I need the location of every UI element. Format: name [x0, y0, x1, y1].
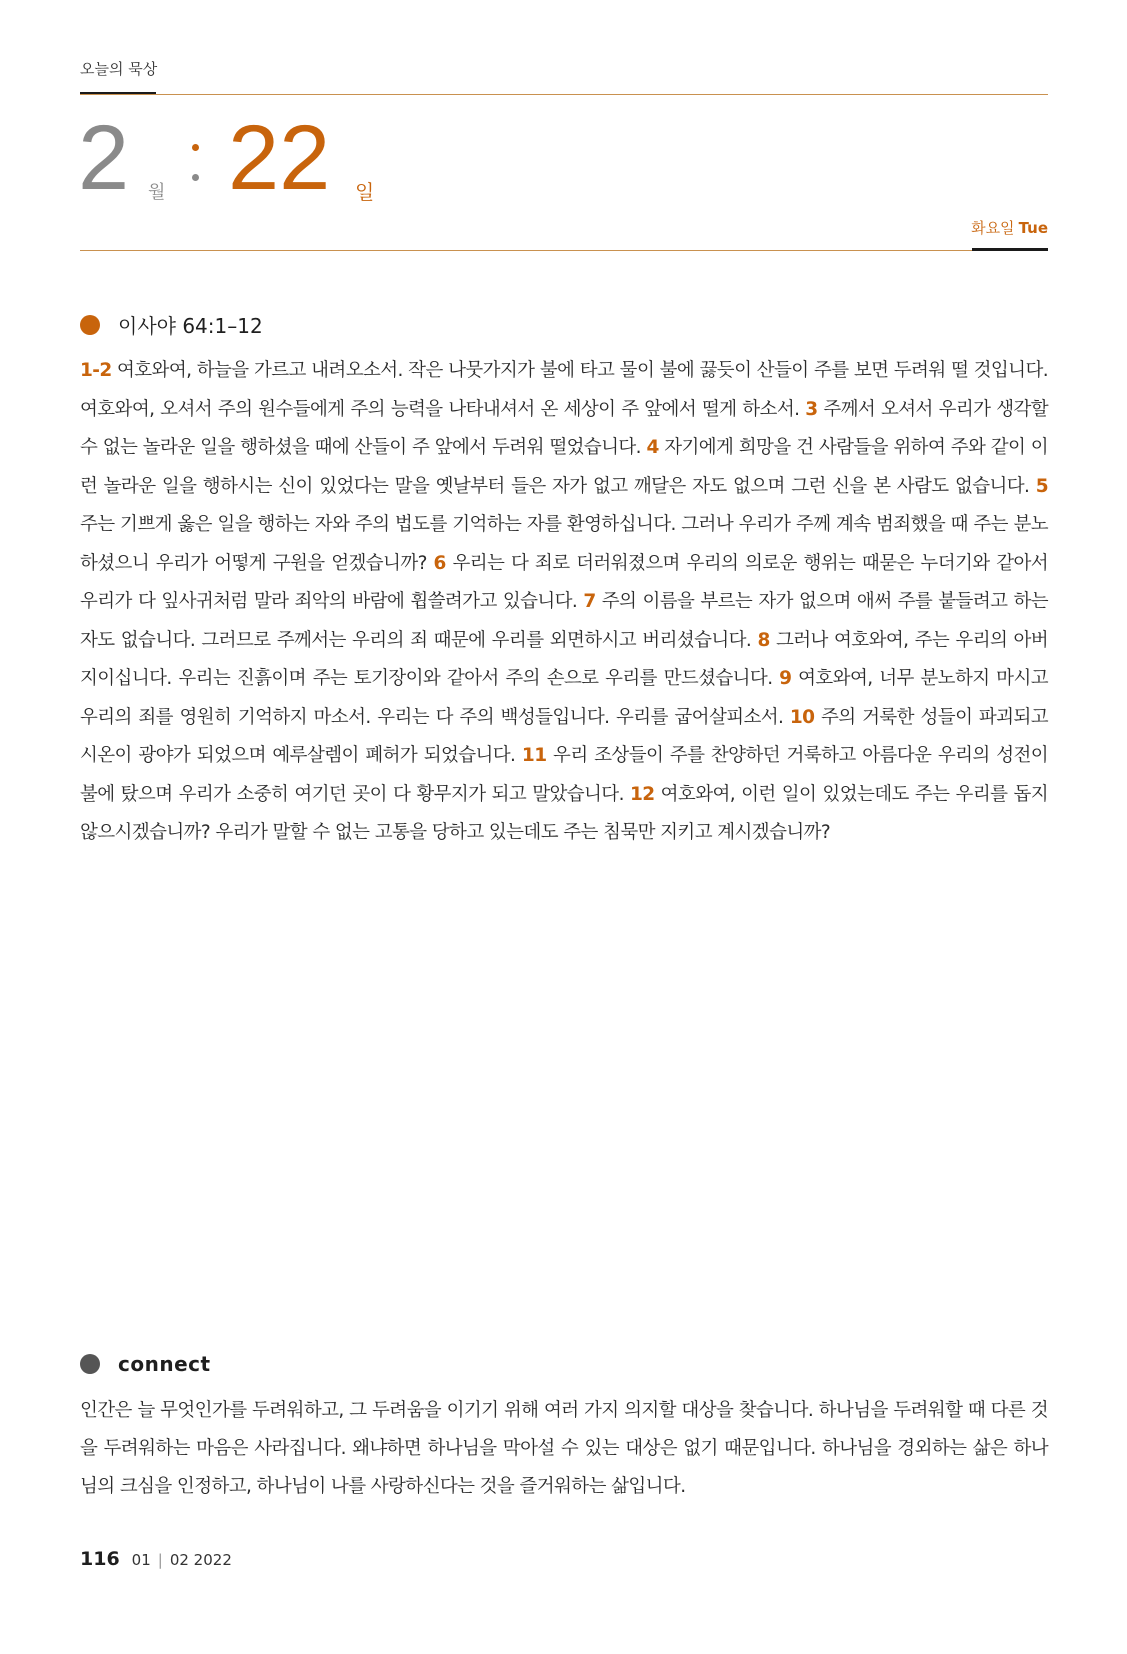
verse-number: 12	[629, 783, 655, 805]
verse-number: 8	[757, 629, 770, 651]
verse-text: 자기에게 희망을 건 사람들을 위하여 주와 같이 이런 놀라운 일을 행하시는 신이 있었다는 말을 옛날부터 들은 자가 없고 깨달은 자도 없으며 그런 신을 본 사람도 없습니다.	[80, 437, 1049, 497]
issue-month: 01	[131, 1551, 151, 1569]
issue-date: 02 2022	[169, 1551, 232, 1569]
verse-number: 10	[789, 706, 815, 728]
date-rule-accent	[972, 248, 1048, 251]
verse-text: 그러나 여호와여, 주는 우리의 아버지이십니다. 우리는 진흙이며 주는 토기장이와 같아서 주의 손으로 우리를 만드셨습니다.	[80, 629, 1049, 689]
verse-number: 4	[646, 437, 659, 458]
verse-text: 주의 거룩한 성들이 파괴되고 시온이 광야가 되었으며 예루살렘이 폐허가 되었습니다.	[80, 706, 1048, 766]
page-number: 116	[80, 1548, 120, 1570]
verse-number: 1-2	[80, 360, 112, 381]
scripture-reference: 이사야 64:1–12	[118, 314, 263, 338]
verse-number: 6	[433, 552, 446, 574]
page-footer	[80, 1548, 232, 1570]
connect-heading	[80, 1352, 211, 1376]
verse-number: 3	[805, 398, 818, 420]
verse-text: 주는 기쁘게 옳은 일을 행하는 자와 주의 법도를 기억하는 자를 환영하십니다. 그러나 우리가 주께 계속 범죄했을 때 주는 분노하셨으니 우리가 어떻게 구원을 얻겠습니까?	[80, 514, 1048, 574]
header-label: 오늘의 묵상	[80, 60, 158, 78]
month-number: 2	[78, 107, 130, 209]
date-colon	[192, 144, 200, 192]
colon-dot-top	[192, 144, 199, 151]
verse-text: 주의 이름을 부르는 자가 없으며 애써 주를 붙들려고 하는 자도 없습니다. 그러므로 주께서는 우리의 죄 때문에 우리를 외면하시고 버리셨습니다.	[80, 591, 1049, 651]
connect-body: 인간은 늘 무엇인가를 두려워하고, 그 두려움을 이기기 위해 여러 가지 의지할 대상을 찾습니다. 하나님을 두려워할 때 다른 것을 두려워하는 마음은 사라집니다. 왜냐하면 하나님을 막아설 수 있는 대상은 없기 때문입니다. 하나님을 경외하는 삶은 하나님의 크심을 인정하고, 하나님이 나를 사랑하신다는 것을 즐거워하는 삶입니다.	[80, 1400, 1048, 1497]
weekday-korean: 화요일	[971, 219, 1015, 237]
date-rule	[80, 250, 1048, 251]
day-number: 22	[228, 107, 331, 209]
colon-dot-bottom	[192, 174, 199, 181]
verse-text: 주께서 오셔서 우리가 생각할 수 없는 놀라운 일을 행하셨을 때에 산들이 주 앞에서 두려워 떨었습니다.	[80, 398, 1049, 458]
verse-number: 11	[521, 745, 547, 766]
footer-separator: |	[157, 1551, 163, 1569]
scripture-heading	[80, 310, 263, 339]
verse-text: 여호와여, 너무 분노하지 마시고 우리의 죄를 영원히 기억하지 마소서. 우리는 다 주의 백성들입니다. 우리를 굽어살피소서.	[80, 668, 1048, 728]
verse-number: 7	[583, 591, 596, 612]
verse-text: 우리는 다 죄로 더러워졌으며 우리의 의로운 행위는 때묻은 누더기와 같아서 우리가 다 잎사귀처럼 말라 죄악의 바람에 휩쓸려가고 있습니다.	[80, 552, 1049, 612]
day-unit: 일	[355, 180, 375, 204]
header-rule	[80, 94, 1048, 95]
month-unit: 월	[148, 182, 166, 203]
weekday-english: Tue	[1018, 219, 1048, 237]
circle-bullet-icon	[80, 315, 100, 335]
scripture-passage	[80, 352, 1048, 853]
verse-number: 5	[1035, 475, 1048, 497]
verse-text: 우리 조상들이 주를 찬양하던 거룩하고 아름다운 우리의 성전이 불에 탔으며 우리가 소중히 여기던 곳이 다 황무지가 되고 말았습니다.	[80, 745, 1049, 805]
verse-text: 여호와여, 하늘을 가르고 내려오소서. 작은 나뭇가지가 불에 타고 물이 불에 끓듯이 산들이 주를 보면 두려워 떨 것입니다. 여호와여, 오셔서 주의 원수들에게 주의 능력을 나타내셔서 온 세상이 주 앞에서 떨게 하소서.	[80, 360, 1048, 420]
verse-number: 9	[779, 668, 792, 689]
circle-bullet-icon	[80, 1354, 100, 1374]
verse-text: 여호와여, 이런 일이 있었는데도 주는 우리를 돕지 않으시겠습니까? 우리가 말할 수 없는 고통을 당하고 있는데도 주는 침묵만 지키고 계시겠습니까?	[80, 783, 1049, 843]
connect-title: connect	[118, 1352, 211, 1376]
weekday	[971, 217, 1048, 238]
